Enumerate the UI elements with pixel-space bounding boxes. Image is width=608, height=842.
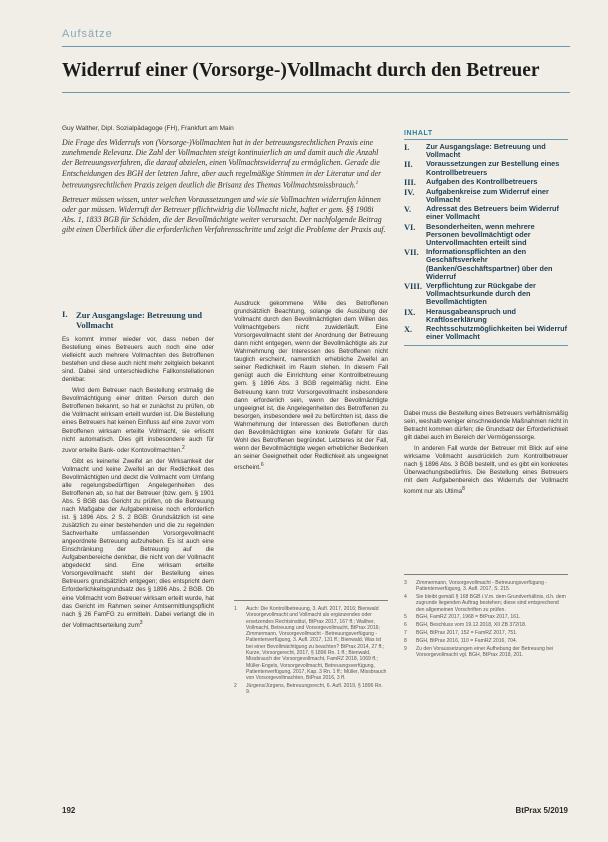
- footnote-number: 6: [404, 622, 407, 629]
- section-label: Aufsätze: [62, 28, 113, 40]
- footnote-marker: 6: [260, 461, 264, 468]
- toc-item-title: Verpflichtung zur Rückgabe der Vollmachtsurkunde durch den Bevollmächtigten: [426, 281, 536, 307]
- toc-item-number: X.: [404, 325, 413, 335]
- footnote-marker: 1: [355, 180, 359, 186]
- toc-item[interactable]: [404, 143, 568, 159]
- footnote: [404, 580, 568, 593]
- toc-item[interactable]: [404, 282, 568, 307]
- column-1: [62, 302, 214, 633]
- toc-item[interactable]: [404, 205, 568, 221]
- footnote-marker: 2: [182, 444, 185, 451]
- toc-item[interactable]: [404, 188, 568, 204]
- footnote-number: 5: [404, 614, 407, 621]
- footnote-marker: 3: [139, 619, 143, 626]
- footnote: [404, 646, 568, 659]
- footnote-number: 2: [234, 683, 237, 690]
- toc-item[interactable]: [404, 308, 568, 324]
- toc-item-title: Zur Ausgangslage: Betreuung und Vollmacht: [426, 142, 546, 160]
- footnote: [404, 638, 568, 644]
- body-paragraph: Es kommt immer wieder vor, dass neben der Bestellung eines Betreuers auch noch eine oder vielleicht auch mehrere Vollmachten des Betroffenen bestehen und diese auch nicht mehr zeitgleich bekannt sind. Dabei sind unterschiedliche Fallkonstellationen denkbar.: [62, 336, 214, 384]
- footnote-text: Jürgens/Jürgens, Betreuungsrecht, 6. Aufl. 2019, § 1896 Rn. 9.: [246, 683, 383, 696]
- header-rule: [62, 46, 570, 47]
- toc-heading: INHALT: [404, 130, 568, 140]
- toc-item-title: Rechtsschutzmöglichkeiten bei Widerruf einer Vollmacht: [426, 324, 568, 342]
- footnote-text: Auch: Die Kontrollbetreuung, 3. Aufl. 2017, 2016; Bienwald Vorsorgevollmacht und Vollmacht als ergänzendes oder ersetzendes Rechtsinstitut, BtPrax 2017, 167 ff.; Walther, Vollmacht, Betreuung und Vorsorgevollmacht, BtPrax 2016; Zimmermann, Vorsorgevollmacht - Betreuungsverfügung - Patientenverfügung, 3. Aufl. 2017, 131 ff.; Bienwald, Was ist bei einer Bevollmächtigung zu beachten? BtPrax 2014, 27 ff.; Kurze, Vorsorgerecht, 2017, § 1896 Rn. 1 ff.; Bienwald, Missbrauch der Vorsorgevollmacht, FamRZ 2018, 1069 ff.; Müller-Engels, Vorsorgevollmacht, Betreuungsverfügung, Patientenverfügung, 2017, Kap. 3 Rn. 1 ff.; Müller, Missbrauch von Vorsorgevollmachten, BtPrax 2016, 3 ff.: [246, 606, 387, 682]
- toc-item-title: Adressat des Betreuers beim Widerruf einer Vollmacht: [426, 204, 559, 222]
- abstract-paragraph: Die Frage des Widerrufs von (Vorsorge-)Vollmachten hat in der betreuungsrechtlichen Praxis eine zunehmende Relevanz. Die Zahl der Vollmachten steigt kontinuierlich an und damit auch die Anzahl der Betreuungsverfahren, die darauf abzielen, einen Vollmachtswiderruf zu ermöglichen. Gerade die Entscheidungen des BGH der letzten Jahre, aber auch regelmäßige Stimmen in der Literatur und der betreuungsrechtlichen Praxis zeigen deutlich die Brisanz des Themas Vollmachtsmissbrauch.$^1$: [62, 138, 382, 190]
- toc-item[interactable]: [404, 248, 568, 281]
- toc-item[interactable]: [404, 178, 568, 187]
- journal-issue: BtPrax 5/2019: [515, 806, 568, 815]
- footnote-rule: [404, 574, 568, 575]
- toc-item-number: II.: [404, 160, 413, 170]
- footnote-text: BGH, Beschluss vom 19.12.2018, XII ZB 372/18.: [416, 622, 527, 629]
- column-3: [404, 410, 568, 500]
- toc-item-number: VI.: [404, 222, 416, 232]
- toc-item[interactable]: [404, 160, 568, 176]
- footnote-number: 3: [404, 580, 407, 586]
- body-paragraph: Ausdruck gekommene Wille des Betroffenen grundsätzlich Beachtung, solange die Ausübung der Vollmacht durch den Bevollmächtigten dem Willen des Vollmachtgebers nicht zuwiderläuft. Eine Vorsorgevollmacht steht der Anordnung der Betreuung dann nicht entgegen, wenn der Bevollmächtigte als zur Wahrnehmung der Interessen des Betroffenen nicht tauglich erscheint, namentlich erhebliche Zweifel an seiner Redlichkeit im Raum stehen. In diesem Fall genügt auch die Einrichtung einer Kontrollbetreuung gem. § 1896 Abs. 3 BGB regelmäßig nicht. Eine Betreuung kann trotz Vorsorgevollmacht insbesondere dann erforderlich sein, wenn der Bevollmächtigte ungeeignet ist, die Angelegenheiten des Betroffenen zu besorgen, insbesondere weil zu befürchten ist, dass die Wahrnehmung der Interessen des Betroffenen durch den Bevollmächtigten eine konkrete Gefahr für das Wohl des Betroffenen begründet. Letzteres ist der Fall, wenn der Bevollmächtigte wegen erheblicher Bedenken an seiner Geeignetheit oder Redlichkeit als ungeeignet erscheint.$^6$: [234, 300, 388, 471]
- toc-item-number: I.: [404, 143, 410, 152]
- body-paragraph: Dabei muss die Bestellung eines Betreuers verhältnismäßig sein, weshalb weniger einschneidende Maßnahmen nicht in Betracht kommen dürfen; die Grundsatz der Erforderlichkeit gilt dabei auch im Bereich der Vermögenssorge.: [404, 410, 568, 442]
- footnote-text: BGH, FamRZ 2017, 1968 = BtPrax 2017, 161.: [416, 614, 521, 621]
- footnotes-column-3: [404, 580, 568, 660]
- toc-item-number: V.: [404, 205, 412, 215]
- toc-item[interactable]: [404, 325, 568, 341]
- section-number: I.: [62, 309, 68, 319]
- toc-item-number: IV.: [404, 187, 415, 197]
- footnote-rule: [234, 600, 388, 601]
- footnote-number: 1: [234, 606, 237, 612]
- toc-item-number: VII.: [404, 248, 419, 258]
- footnote: [404, 622, 568, 628]
- section-title: Zur Ausgangslage: Betreuung und Vollmacht: [76, 310, 202, 330]
- footnote: [234, 683, 388, 696]
- footnote-text: Zu den Voraussetzungen einer Aufhebung der Betreuung bei Vorsorgevollmacht vgl. BGH, BtPrax 2018, 201.: [416, 645, 554, 658]
- footnote-marker: 8: [462, 486, 465, 493]
- footnote-text: BGH, BtPrax 2016, 110 = FamRZ 2016, 704.: [416, 637, 518, 644]
- toc-item-title: Voraussetzungen zur Bestellung eines Kontrollbetreuers: [426, 159, 560, 177]
- footnote: [404, 630, 568, 636]
- footnotes-column-2: [234, 606, 388, 697]
- footnote-text: Zimmermann, Vorsorgevollmacht - Betreuungsverfügung - Patientenverfügung, 3. Aufl. 2017, S. 215.: [416, 580, 548, 593]
- toc-list: [404, 143, 568, 341]
- footnote-text: Sie bleibt gemäß § 168 BGB i.V.m. dem Grundverhältnis, d.h. dem zugrunde liegenden Auftrag bestehen; diese sind entsprechend den allgemeinen Vorschriften zu prüfen.: [416, 594, 566, 613]
- body-paragraph: In anderen Fall wurde der Betreuer mit Blick auf eine wirksame Vollmacht ausdrücklich zum Kontrollbetreuer nach § 1896 Abs. 3 BGB bestellt, und es gibt ein konkretes Überwachungsbedürfnis. Die Bestellung eines Betreuers mit dem Aufgabenbereich des Widerrufs der Vollmacht kommt nur als Ultima$^8$: [404, 445, 568, 496]
- toc-rule: [404, 345, 568, 346]
- page-number: 192: [62, 806, 76, 815]
- section-heading: [62, 310, 214, 330]
- author-line: Guy Walther, Dipl. Sozialpädagoge (FH), Frankfurt am Main: [62, 125, 234, 132]
- body-paragraph: Wird dem Betreuer nach Bestellung erstmalig die Bevollmächtigung einer dritten Person durch den Betroffenen bekannt, so hat er zunächst zu prüfen, ob die Vollmacht wirksam erteilt wurden ist. Die Bestellung eines Betreuers hat keinen Einfluss auf eine zuvor vom Betroffenen wirksam erteilte Vollmacht, sie erlischt nicht automatisch. Dies gilt insbesondere auch für zuvor erteilte Bank- oder Kontovollmachten.$^2$: [62, 387, 214, 454]
- toc-item-title: Aufgabenkreise zum Widerruf einer Vollmacht: [426, 186, 549, 205]
- body-paragraph: Gibt es keinerlei Zweifel an der Wirksamkeit der Vollmacht und keine Zweifel an der Redlichkeit des Bevollmächtigten und deckt die Vollmacht vom Umfang alle regelungsbedürftigen Angelegenheiten des Betroffenen ab, so hat der Betreuer (bzw. gem. § 1901 Abs. 5 BGB das Gericht zu prüfen, ob die Betreuung nach Maßgabe der Aufgabenkreise noch erforderlich ist. § 1896 Abs. 2 S. 2 BGB: Grundsätzlich ist eine zusätzlich zu einer bestehenden und die zu regelnden Sachverhalte umfassenden Vorsorgevollmacht angeordnete Betreuung aufzuheben. Es ist auch eine Einschränkung der Betreuung auf die Aufgabenbereiche denkbar, die nicht von der Vollmacht abgedeckt sind. Eine wirksam erteilte Vorsorgevollmacht steht der Bestellung eines Betreuers grundsätzlich entgegen; dies entspricht dem Erforderlichkeitsgrundsatz des § 1896 Abs. 2 BGB. Ob eine Vollmacht vom Betreuer wirksam erteilt wurde, hat das Gericht im Rahmen seiner Amtsermittlungspflicht nach § 26 FamFG zu ermitteln. Dabei verlangt die in der Vollmachtserteilung zum$^3$: [62, 457, 214, 629]
- article-title: Widerruf einer (Vorsorge-)Vollmacht durch den Betreuer: [62, 60, 540, 81]
- toc-item-title: Informationspflichten an den Geschäftsverkehr (Banken/Geschäftspartner) über den Widerruf: [426, 247, 553, 281]
- footnote-number: 4: [404, 594, 407, 601]
- toc-item-number: VIII.: [404, 282, 422, 292]
- footnote-text: BGH, BtPrax 2017, 152 = FamRZ 2017, 751.: [416, 630, 518, 637]
- footnote-number: 9: [404, 645, 407, 652]
- title-rule: [62, 92, 570, 93]
- toc-item-title: Aufgaben des Kontrollbetreuers: [426, 176, 538, 186]
- toc-item-number: III.: [404, 177, 416, 187]
- abstract: [62, 138, 388, 239]
- toc-item[interactable]: [404, 223, 568, 248]
- footnote-number: 7: [404, 630, 407, 637]
- footnote: [404, 614, 568, 620]
- table-of-contents: [404, 130, 568, 346]
- abstract-paragraph: Betreuer müssen wissen, unter welchen Voraussetzungen und wie sie Vollmachten widerrufen können oder gar müssen. Widerruft der Betreuer pflichtwidrig die Vollmacht nicht, haftet er gem. §§ 1908i Abs. 1, 1833 BGB für Schäden, die der Bevollmächtigte weiter verursacht. Der nachfolgende Beitrag gibt einen Überblick über die erforderlichen Verfahrensschritte und zeigt die Probleme der Praxis auf.: [62, 194, 386, 235]
- toc-item-title: Herausgabeanspruch und Kraftloserklärung: [426, 306, 517, 324]
- footnote: [234, 606, 388, 682]
- toc-item-number: IX.: [404, 307, 416, 317]
- footnote-number: 8: [404, 637, 407, 644]
- column-2: [234, 300, 388, 475]
- toc-item-title: Besonderheiten, wenn mehrere Personen bevollmächtigt oder Untervollmachten erteilt sind: [426, 221, 535, 248]
- footnote: [404, 594, 568, 613]
